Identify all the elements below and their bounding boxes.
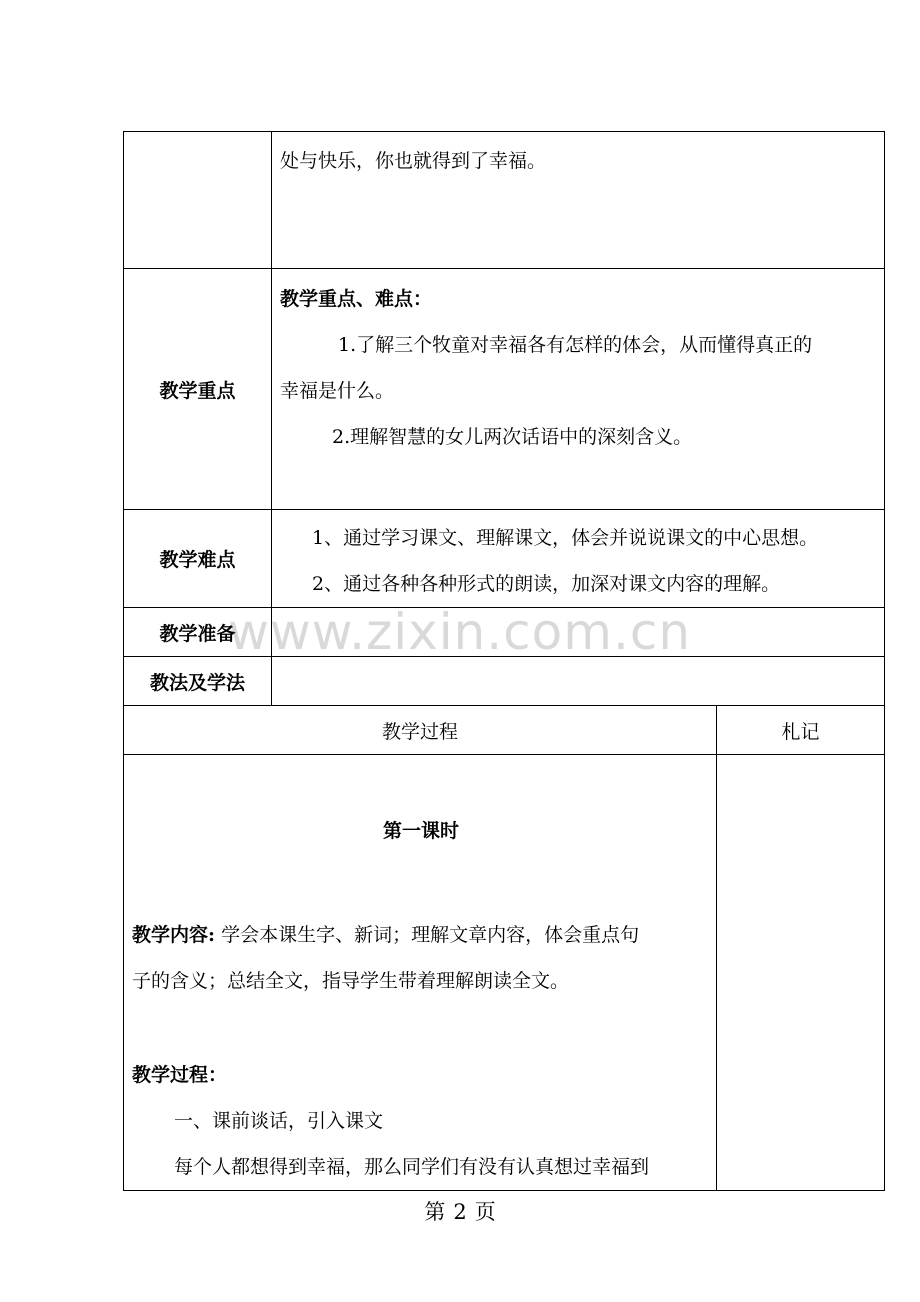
empty-label-cell xyxy=(124,132,272,269)
footer-prefix: 第 xyxy=(424,1200,446,1224)
table-row xyxy=(124,608,885,657)
process-step-1: 一、课前谈话，引入课文 xyxy=(174,1110,384,1132)
page-number: 2 xyxy=(453,1200,467,1224)
table-row xyxy=(124,269,885,510)
process-step-1-text: 每个人都想得到幸福，那么同学们有没有认真想过幸福到 xyxy=(174,1156,650,1178)
watermark: www.zixin.com.cn xyxy=(228,603,692,661)
key-points-heading: 教学重点、难点： xyxy=(280,288,433,310)
preparation-value xyxy=(272,608,885,657)
key-point-1a: 1.了解三个牧童对幸福各有怎样的体会，从而懂得真正的 xyxy=(338,334,813,356)
notes-header: 札记 xyxy=(717,706,885,755)
methods-label: 教法及学法 xyxy=(124,657,272,706)
difficulty-1: 1、通过学习课文、理解课文，体会并说说课文的中心思想。 xyxy=(312,527,819,549)
table-row xyxy=(124,755,885,1191)
content-text-a: 学会本课生字、新词；理解文章内容，体会重点句 xyxy=(221,924,640,946)
key-point-2: 2.理解智慧的女儿两次话语中的深刻含义。 xyxy=(332,426,693,448)
notes-cell xyxy=(717,755,885,1191)
objective-cell xyxy=(272,132,885,269)
methods-value xyxy=(272,657,885,706)
process-header: 教学过程 xyxy=(124,706,717,755)
table-row xyxy=(124,706,885,755)
key-point-1b: 幸福是什么。 xyxy=(280,380,395,402)
table-row xyxy=(124,132,885,269)
page-footer xyxy=(0,1196,920,1226)
table-row xyxy=(124,657,885,706)
content-text-b: 子的含义；总结全文，指导学生带着理解朗读全文。 xyxy=(132,970,570,992)
process-label: 教学过程： xyxy=(132,1064,228,1086)
objective-text: 处与快乐，你也就得到了幸福。 xyxy=(280,150,547,172)
difficulties-label: 教学难点 xyxy=(124,510,272,608)
preparation-label: 教学准备 xyxy=(124,608,272,657)
difficulties-cell xyxy=(272,510,885,608)
table-row xyxy=(124,510,885,608)
key-points-label: 教学重点 xyxy=(124,269,272,510)
footer-suffix: 页 xyxy=(474,1200,496,1224)
lesson-plan-table xyxy=(123,131,885,1191)
key-points-cell xyxy=(272,269,885,510)
difficulty-2: 2、通过各种各种形式的朗读，加深对课文内容的理解。 xyxy=(312,573,781,595)
process-cell xyxy=(124,755,717,1191)
content-label: 教学内容: xyxy=(132,924,216,946)
session-title: 第一课时 xyxy=(382,820,459,842)
